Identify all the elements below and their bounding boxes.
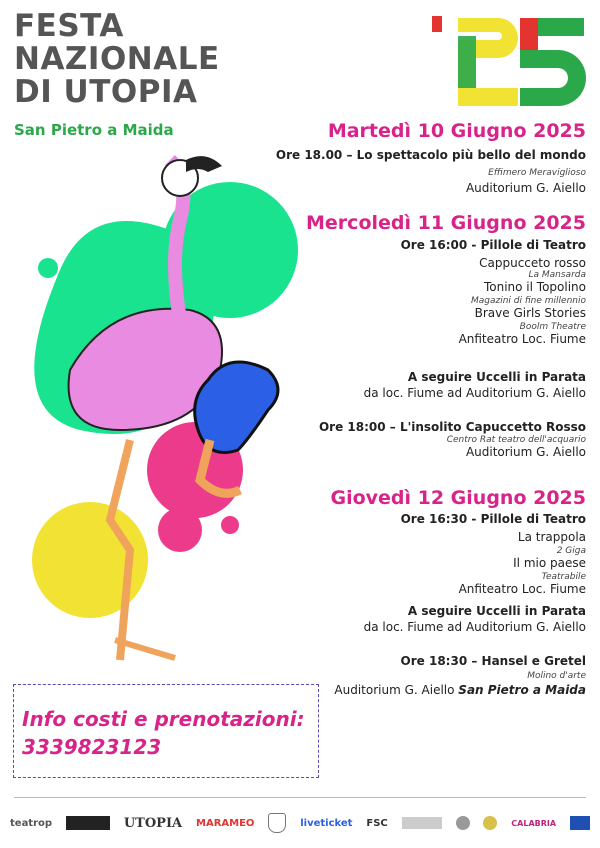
sponsor-logos: [10, 806, 590, 840]
day2-event-1: Ore 16:00 - Pillole di Teatro: [400, 238, 586, 252]
day3-company-3: Molino d'arte: [527, 671, 586, 681]
day3-show-2: Il mio paese: [513, 556, 586, 570]
info-phone[interactable]: 3339823123: [22, 735, 162, 759]
day2-venue-2: Auditorium G. Aiello: [465, 445, 586, 459]
day2-company-4: Centro Rat teatro dell'acquario: [446, 435, 586, 445]
day2-show-2: Tonino il Topolino: [483, 280, 586, 294]
title-line-1: FESTA: [14, 8, 124, 44]
logo-calabria: CALABRIA: [511, 818, 557, 828]
day3-event-1: Ore 16:30 - Pillole di Teatro: [400, 512, 586, 526]
logo-liveticket: liveticket: [300, 817, 353, 829]
ministero-icon: [402, 817, 442, 829]
region-seal-icon: [483, 816, 497, 830]
info-label: Info costi e prenotazioni:: [22, 707, 305, 731]
day3-event-3: Ore 18:30 – Hansel e Gretel: [400, 654, 586, 668]
info-box: [13, 684, 319, 778]
logo-utopia: UTOPIA: [123, 815, 183, 831]
day1-block: [256, 120, 586, 195]
eu-flag-icon: [570, 816, 590, 830]
logo-centro-rat-icon: [66, 816, 110, 830]
logo-teatrop: teatrop: [10, 817, 53, 829]
day3-block: [256, 487, 586, 697]
day3-route: da loc. Fiume ad Auditorium G. Aiello: [363, 620, 586, 634]
day1-company: Effimero Meraviglioso: [488, 168, 586, 178]
day3-venue-1: Anfiteatro Loc. Fiume: [458, 582, 586, 596]
day1-title: Martedì 10 Giugno 2025: [327, 120, 586, 142]
location-subtitle: San Pietro a Maida: [14, 121, 174, 139]
day3-title: Giovedì 12 Giugno 2025: [330, 487, 586, 509]
pink-dot: [158, 508, 202, 552]
day2-venue-1: Anfiteatro Loc. Fiume: [458, 332, 586, 346]
title-line-2: NAZIONALE: [14, 41, 220, 77]
day3-show-1: La trappola: [517, 530, 586, 544]
year-25-logo: [428, 12, 588, 112]
day2-title: Mercoledì 11 Giugno 2025: [306, 212, 586, 234]
day3-event-2: A seguire Uccelli in Parata: [407, 604, 586, 618]
logo-marameo: MARAMEO: [196, 817, 255, 829]
day3-company-1: 2 Giga: [556, 546, 586, 556]
day2-company-1: La Mansarda: [528, 270, 586, 280]
day2-show-1: Cappucceto rosso: [479, 256, 586, 270]
title-line-3: DI UTOPIA: [14, 74, 198, 110]
footer-divider: [14, 797, 586, 798]
logo-fsc: FSC: [366, 817, 388, 829]
crest-icon: [268, 813, 286, 833]
day2-block: [256, 212, 586, 459]
pink-dot-small: [221, 516, 239, 534]
green-dot: [38, 258, 58, 278]
day1-event-1: Ore 18.00 – Lo spettacolo più bello del mondo: [275, 148, 586, 162]
day2-event-3: Ore 18:00 – L'insolito Capuccetto Rosso: [318, 420, 586, 434]
day2-show-3: Brave Girls Stories: [474, 306, 586, 320]
day2-company-3: Boolm Theatre: [519, 322, 586, 332]
festival-title: [14, 10, 220, 109]
day2-company-2: Magazini di fine millennio: [470, 296, 586, 306]
day3-venue-2-name: Auditorium G. Aiello: [334, 683, 455, 697]
day2-event-2: A seguire Uccelli in Parata: [407, 370, 586, 384]
day2-route: da loc. Fiume ad Auditorium G. Aiello: [363, 386, 586, 400]
day3-company-2: Teatrabile: [541, 572, 586, 582]
day1-venue: Auditorium G. Aiello: [465, 181, 586, 195]
flamingo-beak: [186, 156, 222, 172]
republic-emblem-icon: [456, 816, 470, 830]
day3-venue-2-town: San Pietro a Maida: [458, 683, 586, 697]
